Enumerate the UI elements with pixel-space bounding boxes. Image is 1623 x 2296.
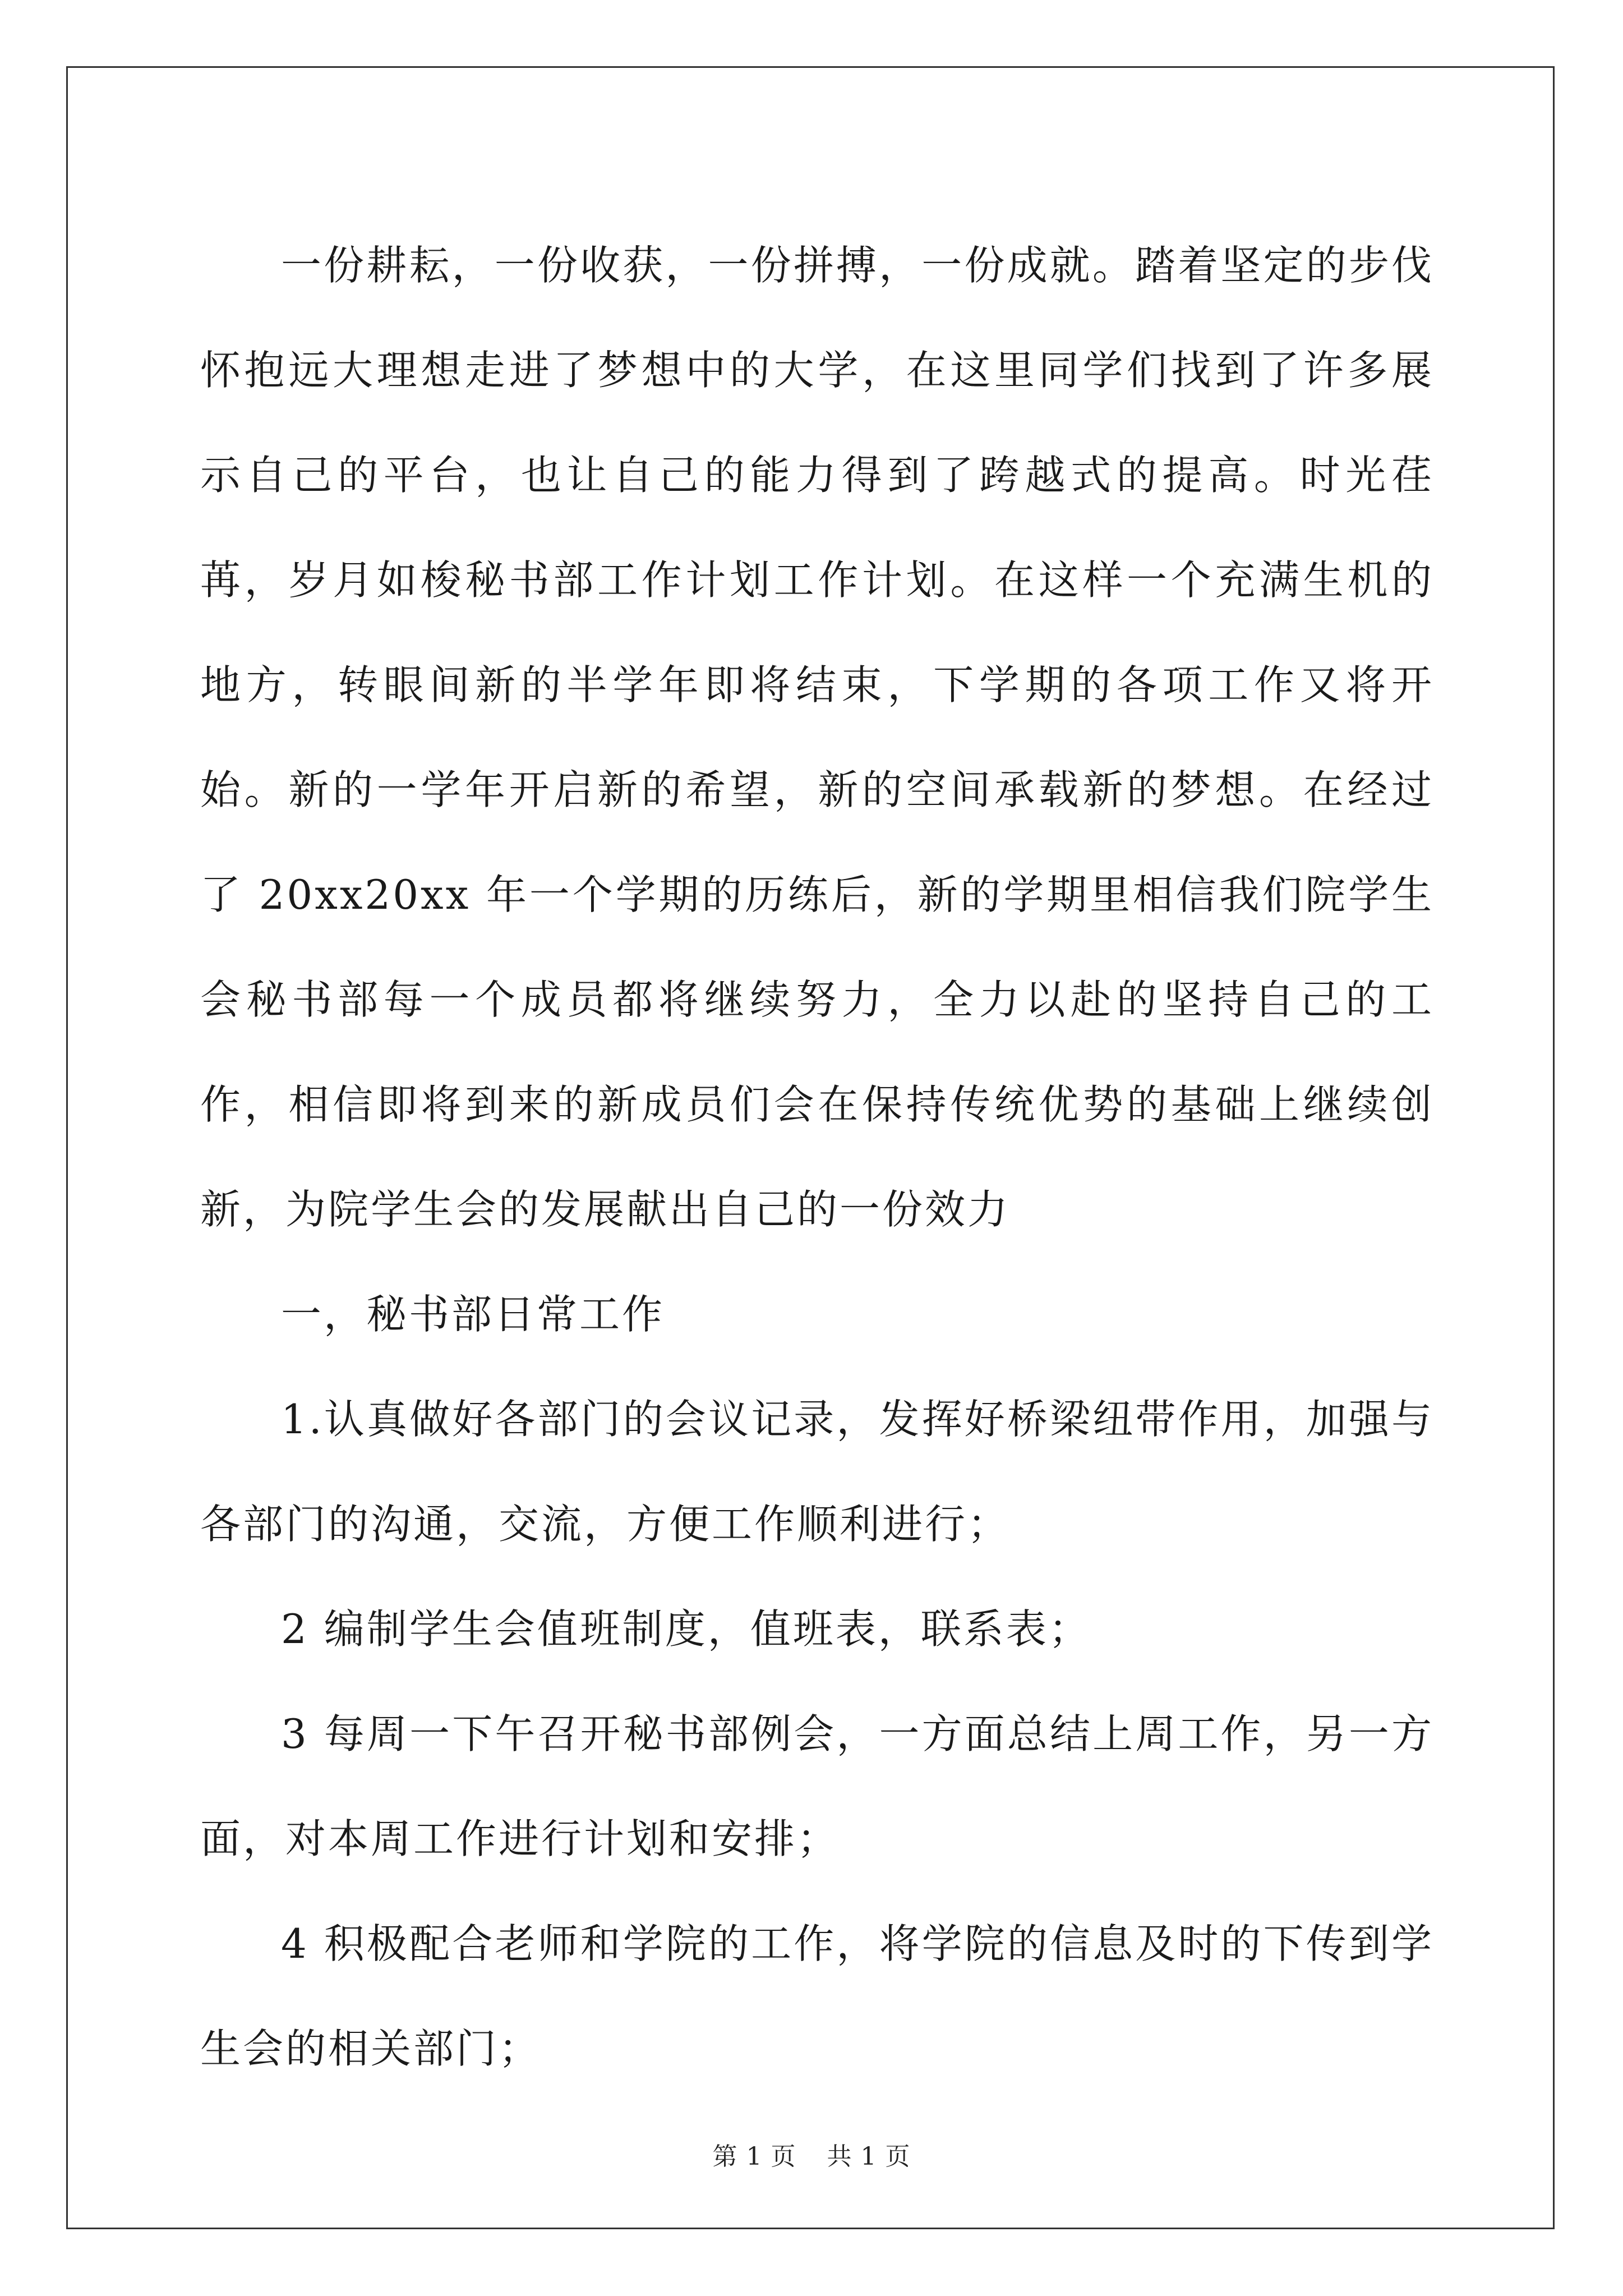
section-heading: 一，秘书部日常工作 [281, 1291, 665, 1338]
list-item: 2 编制学生会值班制度，值班表，联系表； [281, 1605, 1091, 1653]
page-footer [0, 2136, 1623, 2172]
list-item: 3 每周一下午召开秘书部例会，一方面总结上周工作，另一方面，对本周工作进行计划和安排； [200, 1710, 1434, 1862]
document-body [200, 213, 1434, 2101]
intro-paragraph: 一份耕耘，一份收获，一份拼搏，一份成就。踏着坚定的步伐怀抱远大理想走进了梦想中的大学，在这里同学们找到了许多展示自己的平台，也让自己的能力得到了跨越式的提高。时光荏苒，岁月如梭秘书部工作计划工作计划。在这样一个充满生机的地方，转眼间新的半学年即将结束，下学期的各项工作又将开始。新的一学年开启新的希望，新的空间承载新的梦想。在经过了 20xx20xx 年一个学期的历练后，新的学期里相信我们院学生会秘书部每一个成员都将继续努力，全力以赴的坚持自己的工作，相信即将到来的新成员们会在保持传统优势的基础上继续创新，为院学生会的发展献出自己的一份效力 [200, 242, 1434, 1233]
list-item: 1.认真做好各部门的会议记录，发挥好桥梁纽带作用，加强与各部门的沟通，交流，方便工作顺利进行； [200, 1396, 1434, 1548]
page-number: 第 1 页 [712, 2142, 796, 2171]
page-total: 共 1 页 [827, 2142, 911, 2171]
list-item: 4 积极配合老师和学院的工作，将学院的信息及时的下传到学生会的相关部门； [200, 1920, 1434, 2072]
